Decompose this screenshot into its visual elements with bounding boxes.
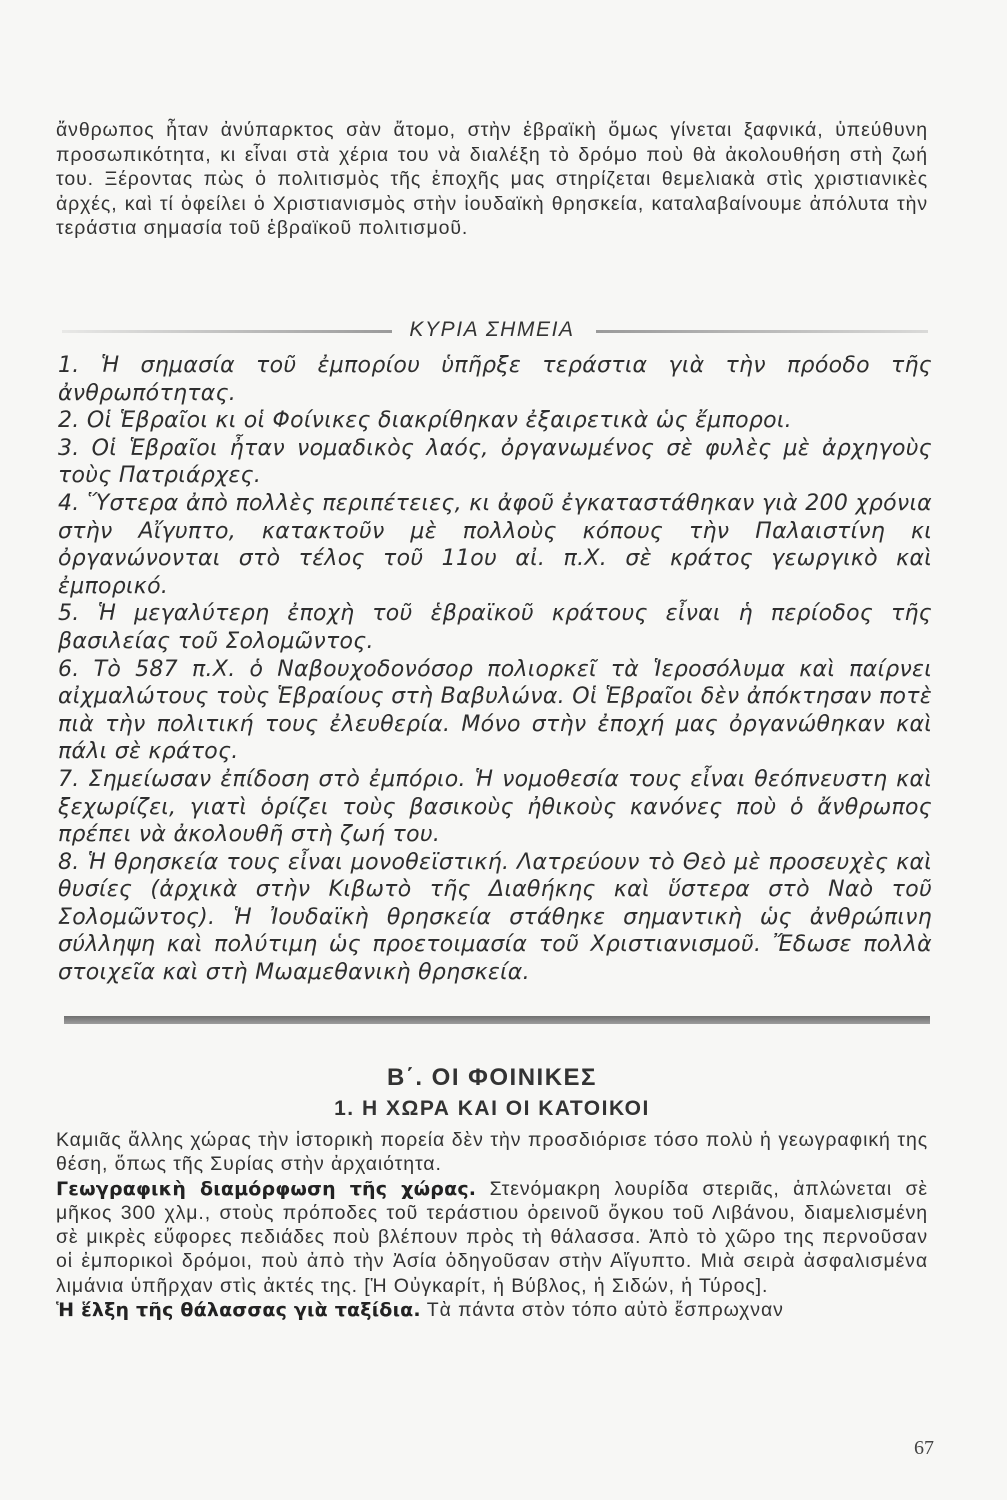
section-title: Β΄. ΟΙ ΦΟΙΝΙΚΕΣ xyxy=(387,1064,597,1091)
intro-paragraph: ἄνθρωπος ἦταν ἀνύπαρκτος σὰν ἄτομο, στὴν ἑβραϊκὴ ὅμως γίνεται ξαφνικά, ὑπεύθυνη προσωπικότητα, κι εἶναι στὰ χέρια του νὰ διαλέξη τὸ δρόμο ποὺ θὰ ἀκολουθήση στὴ ζωή του. Ξέροντας πὼς ὁ πολιτισμὸς τῆς ἐποχῆς μας στηρίζεται θεμελιακὰ στὶς χριστιανικὲς ἀρχές, καὶ τί ὀφείλει ὁ Χριστιανισμὸς στὴν ἰουδαϊκὴ θρησκεία, καταλαβαίνουμε ἀπόλυτα τὴν τεράστια σημασία τοῦ ἑβραϊκοῦ πολιτισμοῦ. xyxy=(56,119,928,240)
section-body xyxy=(56,1128,928,1322)
heading-sea-attraction: Ἡ ἕλξη τῆς θάλασσας γιὰ ταξίδια. xyxy=(56,1299,421,1322)
key-points-title: ΚΥΡΙΑ ΣΗΜΕΙΑ xyxy=(409,318,575,341)
key-point: 6. Τὸ 587 π.Χ. ὁ Ναβουχοδονόσορ πολιορκεῖ τὰ Ἱεροσόλυμα καὶ παίρνει αἰχμαλώτους τοὺς Ἑβραίους στὴ Βαβυλώνα. Οἱ Ἑβραῖοι δὲν ἀπόκτησαν ποτὲ πιὰ τὴν πολιτική τους ἐλευθερία. Μόνο στὴν ἐποχή μας ὀργανώθηκαν καὶ πάλι σὲ κράτος. xyxy=(58,656,932,765)
key-point: 5. Ἡ μεγαλύτερη ἐποχὴ τοῦ ἑβραϊκοῦ κράτους εἶναι ἡ περίοδος τῆς βασιλείας τοῦ Σολομῶντος. xyxy=(58,601,932,654)
key-point: 4. Ὕστερα ἀπὸ πολλὲς περιπέτειες, κι ἀφοῦ ἐγκαταστάθηκαν γιὰ 200 χρόνια στὴν Αἴγυπτο, κατακτοῦν μὲ πολλοὺς κόπους τὴν Παλαιστίνη κι ὀργανώνονται στὸ τέλος τοῦ 11ου αἰ. π.Χ. σὲ κράτος γεωργικὸ καὶ ἐμπορικό. xyxy=(58,490,932,599)
heading-geography: Γεωγραφικὴ διαμόρφωση τῆς χώρας. xyxy=(56,1177,477,1200)
key-point: 3. Οἱ Ἑβραῖοι ἦταν νομαδικὸς λαός, ὀργανωμένος σὲ φυλὲς μὲ ἀρχηγοὺς τοὺς Πατριάρχες. xyxy=(58,435,932,489)
section-subtitle: 1. Η ΧΩΡΑ ΚΑΙ ΟΙ ΚΑΤΟΙΚΟΙ xyxy=(334,1097,650,1120)
key-point: 8. Ἡ θρησκεία τους εἶναι μονοθεϊστική. Λατρεύουν τὸ Θεὸ μὲ προσευχὲς καὶ θυσίες (ἀρχικὰ στὴν Κιβωτὸ τῆς Διαθήκης καὶ ὕστερα στὸ Ναὸ τοῦ Σολομῶντος). Ἡ Ἰουδαϊκὴ θρησκεία στάθηκε σημαντικὴ ὡς ἀνθρώπινη σύλληψη καὶ πολύτιμη ὡς προετοιμασία τοῦ Χριστιανισμοῦ. Ἔδωσε πολλὰ στοιχεῖα καὶ στὴ Μωαμεθανικὴ θρησκεία. xyxy=(58,849,932,986)
header-rule-right xyxy=(596,330,928,333)
key-point: 1. Ἡ σημασία τοῦ ἐμπορίου ὑπῆρξε τεράστια γιὰ τὴν πρόοδο τῆς ἀνθρωπότητας. xyxy=(58,353,932,406)
key-point: 7. Σημείωσαν ἐπίδοση στὸ ἐμπόριο. Ἡ νομοθεσία τους εἶναι θεόπνευστη καὶ ξεχωρίζει, γιατὶ ὁρίζει τοὺς βασικοὺς ἠθικοὺς κανόνες ποὺ ὁ ἄνθρωπος πρέπει νὰ ἀκολουθῆ στὴ ζωή του. xyxy=(58,766,932,848)
paragraph-geography: Στενόμακρη λουρίδα στεριᾶς, ἁπλώνεται σὲ μῆκος 300 χλμ., στοὺς πρόποδες τοῦ τεράστιου ὀρεινοῦ ὄγκου τοῦ Λιβάνου, διαμελισμένη σὲ μικρὲς εὔφορες πεδιάδες ποὺ βλέπουν πρὸς τὴ θάλασσα. Ἀπὸ τὸ χῶρο της περνοῦσαν οἱ ἐμπορικοὶ δρόμοι, ποὺ ἀπὸ τὴν Ἀσία ὁδηγοῦσαν στὴν Αἴγυπτο. Μιὰ σειρὰ ἀσφαλισμένα λιμάνια ὑπῆρχαν στὶς ἀκτές της. [Ἡ Οὐγκαρίτ, ἡ Βύβλος, ἡ Σιδών, ἡ Τύρος]. xyxy=(56,1177,928,1297)
paragraph-sea-attraction: Τὰ πάντα στὸν τόπο αὐτὸ ἔσπρωχναν xyxy=(420,1299,784,1322)
key-point: 2. Οἱ Ἑβραῖοι κι οἱ Φοίνικες διακρίθηκαν ἐξαιρετικὰ ὡς ἔμποροι. xyxy=(58,408,792,434)
paragraph-country-history: Καμιᾶς ἄλλης χώρας τὴν ἱστορικὴ πορεία δὲν τὴν προσδιόρισε τόσο πολὺ ἡ γεωγραφική της θέση, ὅπως τῆς Συρίας στὴν ἀρχαιότητα. xyxy=(56,1129,928,1176)
key-points-header xyxy=(56,318,928,346)
page-number: 67 xyxy=(914,1437,934,1459)
section-divider xyxy=(64,1016,930,1024)
key-points-list xyxy=(58,352,932,987)
